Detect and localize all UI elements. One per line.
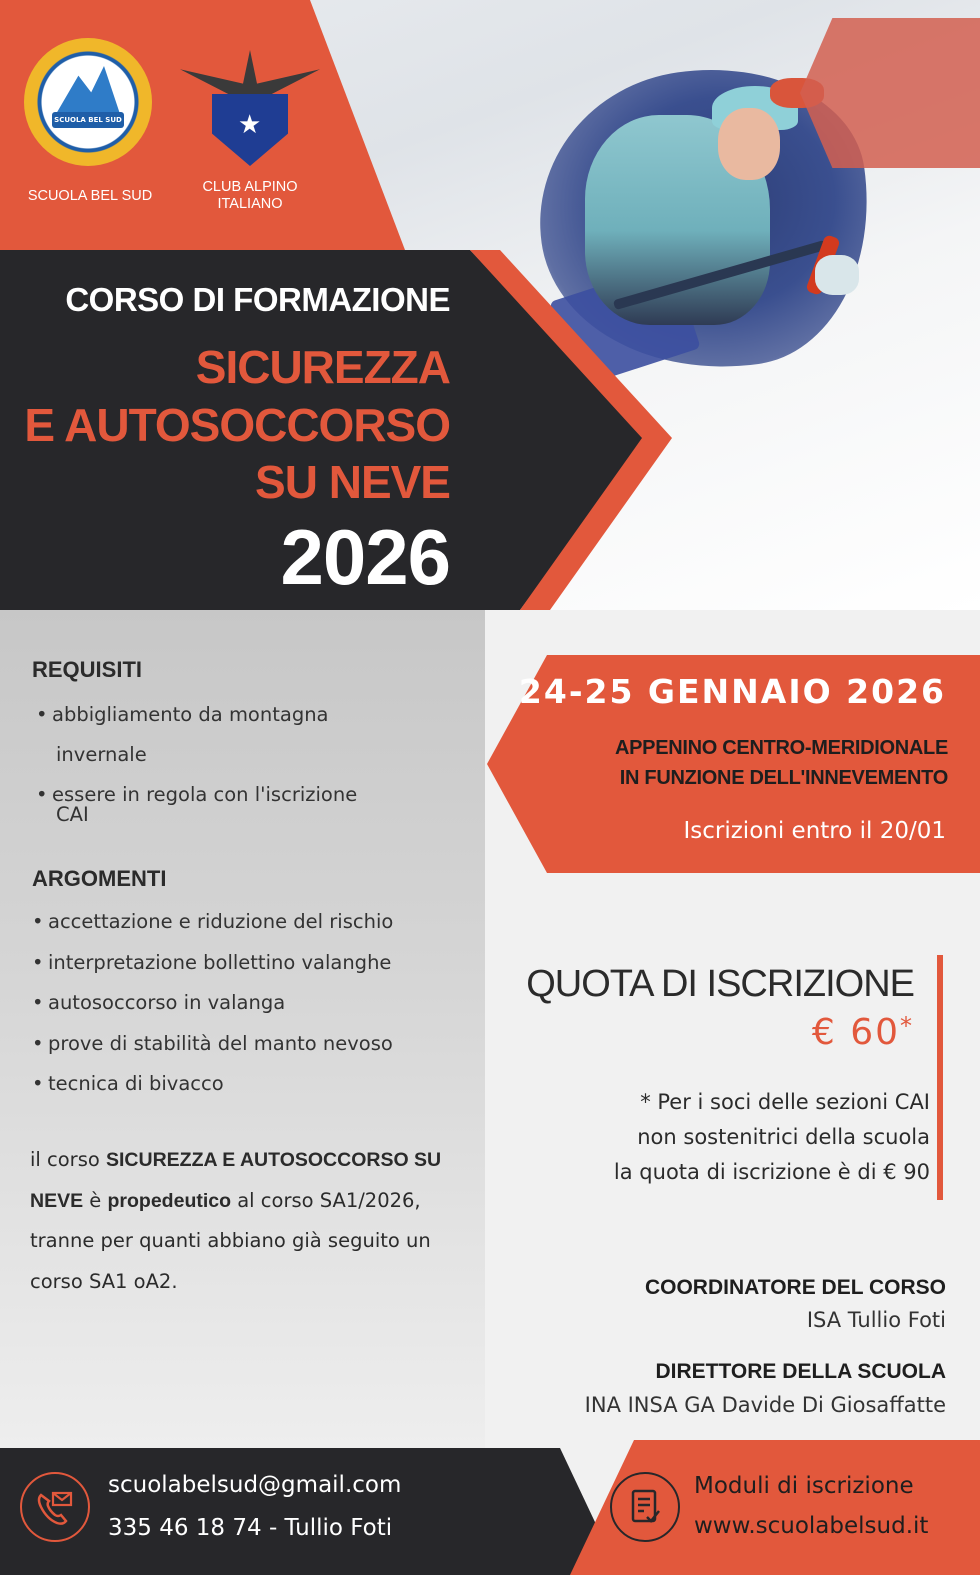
quota-title: QUOTA DI ISCRIZIONE <box>526 963 914 1005</box>
eagle-icon <box>180 50 320 98</box>
director-role: DIRETTORE DELLA SCUOLA <box>655 1360 946 1383</box>
argomenti-title: ARGOMENTI <box>32 866 167 891</box>
event-location-line2: IN FUNZIONE DELL'INNEVEMENTO <box>619 767 948 789</box>
coordinator-role: COORDINATORE DEL CORSO <box>644 1276 946 1299</box>
decor-hexagon <box>800 18 980 168</box>
headline-course-type: CORSO DI FORMAZIONE <box>65 281 450 318</box>
cai-logo <box>180 50 320 170</box>
website-link[interactable]: www.scuolabelsud.it <box>694 1513 929 1539</box>
logo-right-caption <box>180 179 320 213</box>
requisiti-list <box>36 695 357 825</box>
list-item: • abbigliamento da montagna <box>36 695 357 735</box>
logo-right-caption-line2: ITALIANO <box>217 196 283 212</box>
footer-contact-panel <box>0 1448 620 1575</box>
list-item: • autosoccorso in valanga <box>32 983 393 1024</box>
form-check-icon <box>610 1472 680 1542</box>
list-item: • essere in regola con l'iscrizione <box>36 775 357 815</box>
registration-deadline: Iscrizioni entro il 20/01 <box>683 818 946 844</box>
list-item: • accettazione e riduzione del rischio <box>32 902 393 943</box>
list-item: CAI <box>56 803 89 826</box>
note-course-name: SICUREZZA E AUTOSOCCORSO SU NEVE <box>30 1149 442 1212</box>
logo-banner: SCUOLA BEL SUD <box>52 112 124 128</box>
headline-line-neve: SU NEVE <box>255 456 450 508</box>
headline-line-autosoccorso: E AUTOSOCCORSO <box>24 399 450 451</box>
phone-mail-icon <box>20 1472 90 1542</box>
star-icon: ★ <box>238 110 262 140</box>
prerequisite-note: il corso SICUREZZA E AUTOSOCCORSO SU NEVE è propedeutico al corso SA1/2026, tranne per quanti abbiano già seguito un corso SA1 oA2. <box>30 1148 442 1293</box>
quota-price: € 60* <box>811 1012 914 1053</box>
list-item: • tecnica di bivacco <box>32 1064 393 1105</box>
note-emphasis: propedeutico <box>107 1189 232 1212</box>
skier-face <box>718 108 780 180</box>
list-item: invernale <box>56 743 147 766</box>
event-location-line1: APPENINO CENTRO-MERIDIONALE <box>614 737 948 759</box>
list-item: • interpretazione bollettino valanghe <box>32 943 393 984</box>
requisiti-title: REQUISITI <box>32 657 143 682</box>
logo-left-caption: SCUOLA BEL SUD <box>27 188 153 204</box>
mountain-icon <box>56 66 120 114</box>
coordinator-name: ISA Tullio Foti <box>806 1308 946 1332</box>
headline-year: 2026 <box>280 513 450 601</box>
contact-email[interactable]: scuolabelsud@gmail.com <box>108 1472 402 1498</box>
quota-accent-bar <box>937 955 943 1200</box>
quota-footnote-line2: non sostenitrici della scuola <box>637 1125 930 1149</box>
quota-footnote-line3: la quota di iscrizione è di € 90 <box>613 1160 930 1184</box>
contact-phone[interactable]: 335 46 18 74 - Tullio Foti <box>108 1515 393 1541</box>
event-date: 24-25 GENNAIO 2026 <box>518 672 946 711</box>
logo-right-caption-line1: CLUB ALPINO <box>202 179 298 195</box>
argomenti-list <box>32 902 393 1105</box>
quota-footnote-line1: * Per i soci delle sezioni CAI <box>640 1090 930 1114</box>
glove <box>815 255 859 295</box>
forms-label: Moduli di iscrizione <box>694 1473 914 1499</box>
list-item: • prove di stabilità del manto nevoso <box>32 1024 393 1065</box>
director-name: INA INSA GA Davide Di Giosaffatte <box>584 1393 946 1417</box>
scuola-bel-sud-logo <box>24 38 152 166</box>
headline-line-sicurezza: SICUREZZA <box>195 341 450 393</box>
